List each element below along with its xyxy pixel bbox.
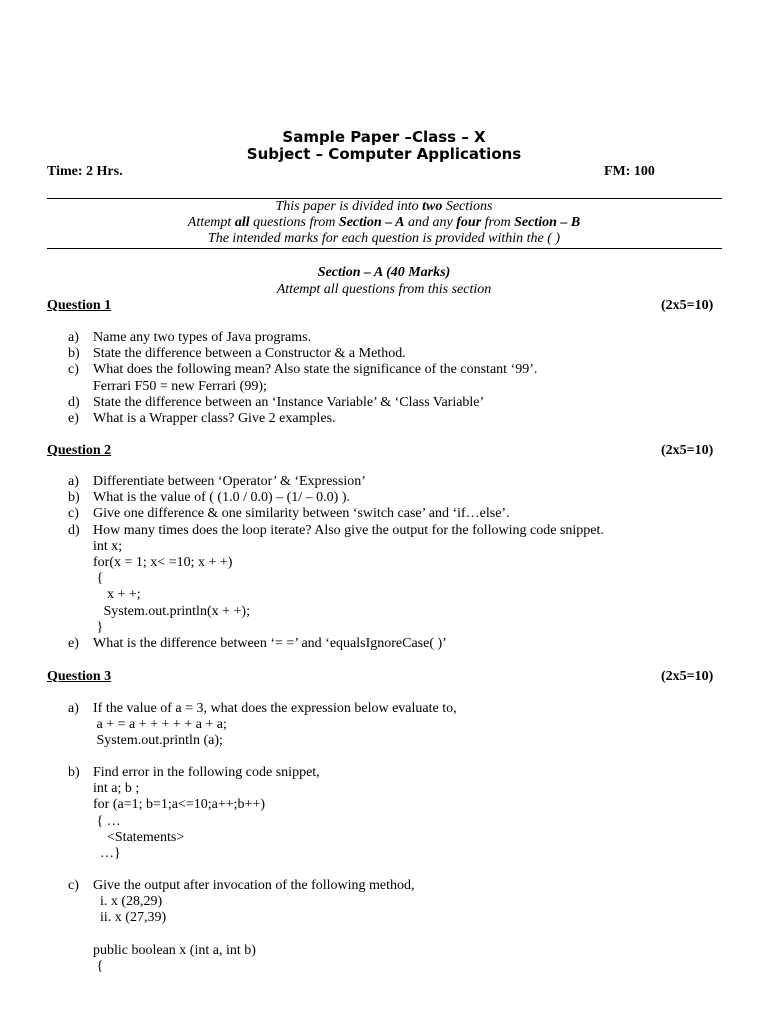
- question-item-continuation: int x;: [93, 538, 123, 554]
- question-item-continuation: for (a=1; b=1;a<=10;a++;b++): [93, 797, 266, 813]
- question-item: If the value of a = 3, what does the expression below evaluate to,: [93, 701, 457, 716]
- question-3-marks: (2x5=10): [661, 669, 714, 684]
- question-item: Give the output after invocation of the following method,: [93, 878, 415, 893]
- bottom-rule: [47, 248, 722, 249]
- question-item: Name any two types of Java programs.: [93, 330, 312, 345]
- question-item-continuation: System.out.println(x + +);: [93, 603, 250, 619]
- item-label: b): [68, 346, 80, 362]
- question-2-marks: (2x5=10): [661, 443, 714, 458]
- item-label: b): [68, 765, 80, 780]
- instruction-line-3: The intended marks for each question is provided within the ( ): [207, 231, 561, 246]
- question-item-continuation: }: [93, 619, 104, 635]
- item-label: a): [68, 474, 79, 489]
- paper-title: Sample Paper –Class – X: [282, 128, 486, 146]
- instruction-line-2: Attempt all questions from Section – A and any four from Section – B: [187, 215, 581, 230]
- time-label: Time: 2 Hrs.: [47, 164, 123, 179]
- question-item-continuation: i. x (28,29): [93, 894, 163, 910]
- question-item: What does the following mean? Also state the significance of the constant ‘99’.: [93, 362, 538, 378]
- question-item-continuation: …}: [93, 846, 121, 861]
- question-item-continuation: public boolean x (int a, int b): [93, 942, 256, 958]
- question-item: What is the value of ( (1.0 / 0.0) – (1/ – 0.0) ).: [93, 490, 350, 506]
- question-item-continuation: for(x = 1; x< =10; x + +): [93, 555, 233, 570]
- section-a-title: Section – A (40 Marks): [317, 265, 451, 280]
- question-1-marks: (2x5=10): [661, 298, 714, 313]
- item-label: a): [68, 330, 79, 345]
- question-item-continuation: {: [93, 571, 104, 587]
- question-item-continuation: ii. x (27,39): [93, 910, 167, 926]
- item-label: d): [68, 394, 80, 410]
- item-label: c): [68, 362, 79, 378]
- item-label: e): [68, 411, 79, 426]
- section-a-subtitle: Attempt all questions from this section: [276, 282, 492, 297]
- question-item-continuation: int a; b ;: [93, 781, 140, 797]
- question-3-title: Question 3: [47, 669, 112, 684]
- item-label: c): [68, 878, 79, 893]
- item-label: b): [68, 490, 80, 506]
- question-1-title: Question 1: [47, 298, 112, 313]
- question-item: Give one difference & one similarity between ‘switch case’ and ‘if…else’.: [93, 506, 510, 522]
- question-item: What is a Wrapper class? Give 2 examples.: [93, 411, 336, 426]
- paper-subject: Subject – Computer Applications: [246, 145, 522, 163]
- question-item: State the difference between a Constructor & a Method.: [93, 346, 406, 362]
- item-label: c): [68, 506, 79, 522]
- question-item-continuation: { …: [93, 813, 121, 829]
- question-item-continuation: Ferrari F50 = new Ferrari (99);: [93, 378, 267, 394]
- question-item-continuation: <Statements>: [93, 829, 185, 845]
- question-2-title: Question 2: [47, 443, 112, 458]
- question-item: State the difference between an ‘Instance Variable’ & ‘Class Variable’: [93, 394, 485, 410]
- question-item-continuation: {: [93, 959, 104, 974]
- question-item-continuation: a + = a + + + + + a + a;: [93, 717, 227, 733]
- question-item-continuation: System.out.println (a);: [93, 733, 223, 749]
- item-label: e): [68, 636, 79, 651]
- question-item: How many times does the loop iterate? Also give the output for the following code snippet.: [93, 522, 604, 538]
- item-label: a): [68, 701, 79, 716]
- question-item: Find error in the following code snippet,: [93, 765, 320, 780]
- question-item: Differentiate between ‘Operator’ & ‘Expression’: [93, 474, 366, 489]
- full-marks-label: FM: 100: [604, 164, 655, 179]
- question-item: What is the difference between ‘= =’ and ‘equalsIgnoreCase( )’: [93, 636, 447, 651]
- item-label: d): [68, 522, 80, 538]
- question-item-continuation: x + +;: [93, 587, 141, 603]
- instruction-line-1: This paper is divided into two Sections: [275, 199, 493, 214]
